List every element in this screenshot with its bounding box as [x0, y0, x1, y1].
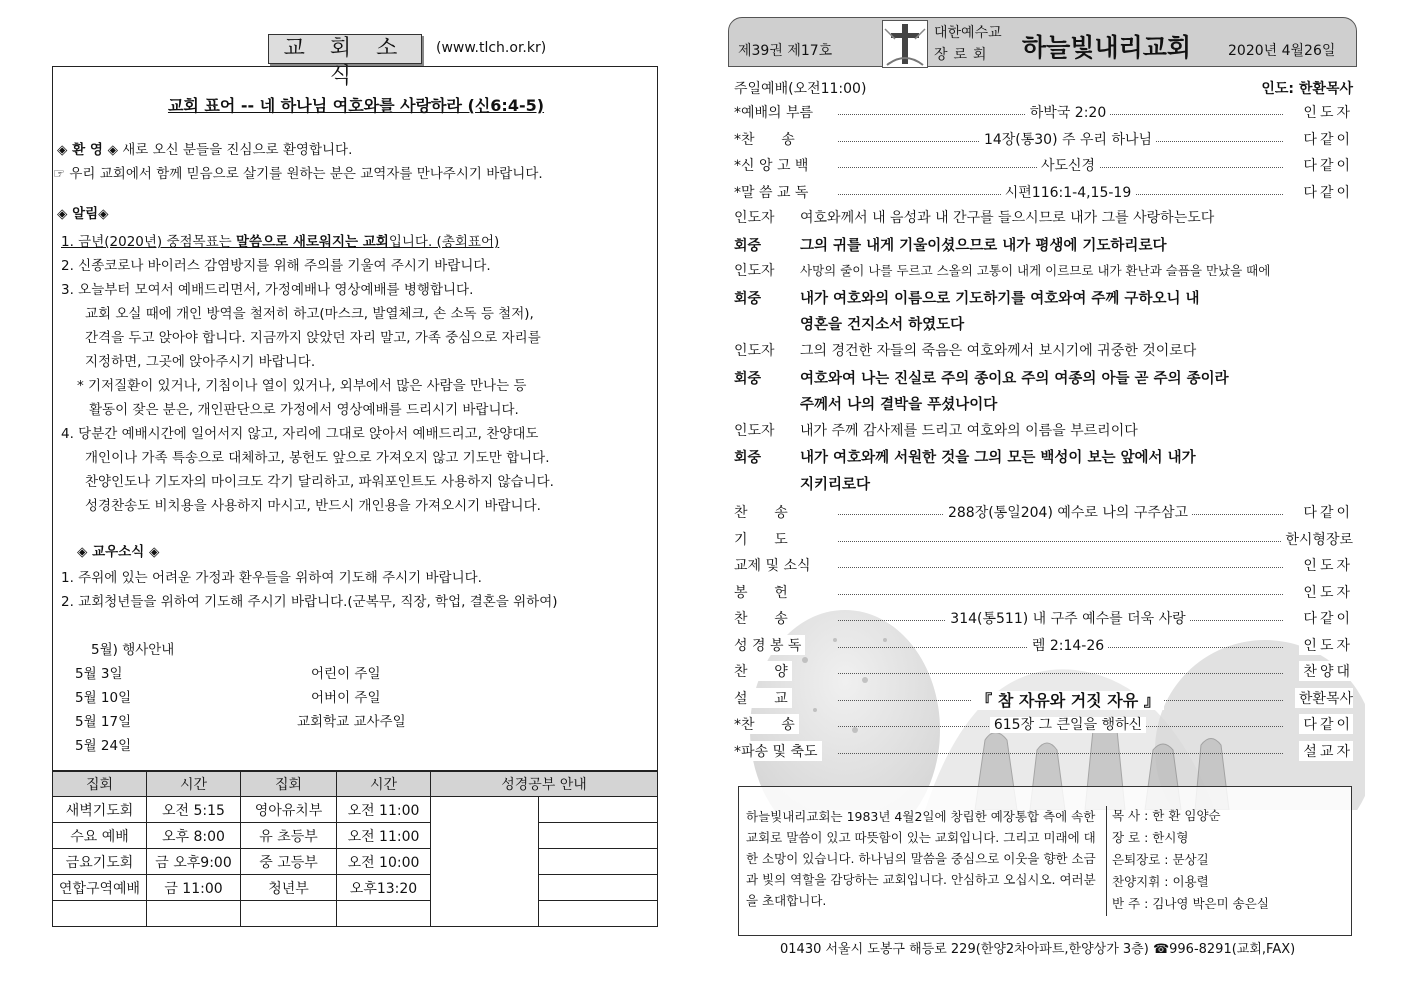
notice-3-line6: 활동이 잦은 분은, 개인판단으로 가정에서 영상예배를 드리시기 바랍니다. — [89, 402, 519, 418]
news-box — [52, 66, 658, 771]
order-person: 한환목사 — [1295, 688, 1353, 708]
order-label: 찬 양 — [734, 661, 792, 681]
responsive-line — [734, 234, 1166, 255]
event-date: 5월 10일 — [75, 690, 132, 706]
responsive-text: 내가 주께 감사제를 드리고 여호와의 이름을 부르리이다 — [800, 422, 1138, 439]
notice-4-line3: 찬양인도나 기도자의 마이크도 각기 달리하고, 파워포인트도 사용하지 않습니다. — [85, 474, 554, 490]
members-2: 2. 교회청년들을 위하여 기도해 주시기 바랍니다.(군복무, 직장, 학업, 결혼을 위하여) — [61, 594, 558, 610]
welcome-line — [57, 141, 352, 159]
responsive-line — [734, 393, 997, 414]
order-dots — [838, 673, 1283, 674]
order-dots — [838, 567, 1283, 568]
order-item — [728, 155, 1353, 179]
order-content — [858, 714, 1278, 734]
col-header: 성경공부 안내 — [431, 772, 658, 797]
order-label: 설 교 — [734, 688, 792, 708]
responsive-text: 내가 여호와께 서원한 것을 그의 모든 백성이 보는 앞에서 내가 — [800, 450, 1196, 467]
order-content-wrap: 615장 그 큰일을 행하신 — [990, 717, 1146, 733]
service-title-row — [728, 78, 1353, 102]
order-label: *찬 송 — [734, 714, 799, 734]
responsive-role: 회중 — [734, 237, 762, 254]
event-date: 5월 17일 — [75, 714, 132, 730]
order-label: 교제 및 소식 — [734, 555, 815, 575]
order-item — [728, 714, 1353, 738]
staff-retired-elder: 은퇴장로 : 문상길 — [1112, 852, 1209, 867]
table-row — [53, 823, 658, 849]
col-header: 시간 — [337, 772, 431, 797]
responsive-line — [734, 473, 870, 494]
order-dots — [838, 541, 1283, 542]
notice-3-line5: * 기저질환이 있거나, 기침이나 열이 있거나, 외부에서 많은 사람을 만나는 등 — [77, 378, 527, 394]
order-person: 인도자 — [1299, 102, 1353, 122]
responsive-line — [734, 446, 1196, 467]
welcome-text: 새로 오신 분들을 진심으로 환영합니다. — [117, 142, 353, 158]
table-cell: 금요기도회 — [53, 849, 147, 875]
col-header: 집회 — [53, 772, 147, 797]
members-heading: ◈ 교우소식 ◈ — [77, 544, 160, 560]
worship-order — [728, 74, 1357, 774]
bulletin-date: 2020년 4월26일 — [1228, 43, 1336, 59]
table-row — [53, 849, 658, 875]
info-divider — [1106, 806, 1107, 916]
event-name: 어린이 주일 — [311, 666, 381, 682]
order-content — [858, 635, 1278, 655]
members-1: 1. 주위에 있는 어려운 가정과 환우들을 위하여 기도해 주시기 바랍니다. — [61, 570, 482, 586]
notice-3-line4: 지정하면, 그곳에 앉아주시기 바랍니다. — [85, 354, 316, 370]
order-item — [728, 582, 1353, 606]
responsive-text: 주께서 나의 결박을 푸셨나이다 — [800, 397, 998, 414]
table-cell — [53, 901, 147, 927]
order-label: 봉 헌 — [734, 582, 792, 602]
order-content — [858, 155, 1278, 175]
order-person: 인도자 — [1299, 635, 1353, 655]
order-content-wrap: 14장(통30) 주 우리 하나님 — [980, 132, 1156, 148]
order-person: 다같이 — [1299, 608, 1353, 628]
order-label: *파송 및 축도 — [734, 741, 822, 761]
order-content-wrap: 렘 2:14-26 — [1028, 638, 1108, 654]
event-name: 교회학교 교사주일 — [297, 714, 406, 730]
table-cell — [337, 901, 431, 927]
order-item — [728, 555, 1353, 579]
order-item — [728, 635, 1353, 659]
table-cell: 수요 예배 — [53, 823, 147, 849]
responsive-line — [734, 367, 1229, 388]
responsive-text: 여호와께서 내 음성과 내 간구를 들으시므로 내가 그를 사랑하는도다 — [800, 210, 1215, 226]
responsive-role: 인도자 — [734, 343, 775, 359]
order-label: 기 도 — [734, 529, 792, 549]
table-cell — [241, 901, 337, 927]
responsive-role: 인도자 — [734, 263, 775, 280]
order-person: 다같이 — [1299, 714, 1353, 734]
table-cell: 오전 10:00 — [337, 849, 431, 875]
order-person: 인도자 — [1299, 555, 1353, 575]
notice-1-c: 입니다. (총회표어) — [388, 234, 500, 250]
responsive-line — [734, 207, 1214, 227]
church-introduction: 하늘빛내리교회는 1983년 4월2일에 창립한 예장통합 측에 속한 교회로 말씀이 있고 따뜻함이 있는 교회입니다. 그리고 미래에 대한 소망이 있습니다. 하나님의 말씀을 중심으로 이웃을 향한 소금과 빛의 역할을 감당하는 교회입니다. 안심하고 오십시오. 여러분을 초대합니다. — [746, 809, 1096, 908]
church-logo — [882, 20, 928, 68]
order-label: 찬 송 — [734, 502, 792, 522]
notice-4-line2: 개인이나 가족 특송으로 대체하고, 봉헌도 앞으로 가져오지 않고 기도만 합니다. — [85, 450, 550, 466]
notice-1 — [61, 233, 499, 251]
order-item — [728, 129, 1353, 153]
table-cell: 금 11:00 — [147, 875, 241, 901]
responsive-line — [734, 260, 1270, 280]
responsive-line — [734, 420, 1138, 440]
bible-study-cell — [539, 875, 658, 901]
events-heading: 5월) 행사안내 — [91, 642, 175, 658]
table-cell: 오전 11:00 — [337, 823, 431, 849]
order-label: *예배의 부름 — [734, 102, 817, 122]
bible-study-cell — [539, 797, 658, 823]
church-address: 01430 서울시 도봉구 해등로 229(한양2차아파트,한양상가 3층) ☎996-8291(교회,FAX) — [780, 942, 1296, 957]
notice-3: 3. 오늘부터 모여서 예배드리면서, 가정예배나 영상예배를 병행합니다. — [61, 282, 474, 298]
order-dots — [838, 594, 1283, 595]
order-label: *말 씀 교 독 — [734, 182, 812, 202]
order-person: 다같이 — [1299, 502, 1353, 522]
order-dots — [838, 753, 1283, 754]
table-cell: 청년부 — [241, 875, 337, 901]
table-cell: 연합구역예배 — [53, 875, 147, 901]
table-header-row — [53, 772, 658, 797]
section-title: 교 회 소 식 — [268, 34, 422, 64]
table-cell: 영아유치부 — [241, 797, 337, 823]
notice-4: 4. 당분간 예배시간에 일어서지 않고, 자리에 그대로 앉아서 예배드리고, 찬양대도 — [61, 426, 539, 442]
order-person: 다같이 — [1299, 182, 1353, 202]
bible-study-cell — [539, 901, 658, 927]
responsive-text: 사망의 줄이 나를 두르고 스올의 고통이 내게 이르므로 내가 환난과 슬픔을 만났을 때에 — [800, 263, 1271, 279]
notice-2: 2. 신종코로나 바이러스 감염방지를 위해 주의를 기울여 주시기 바랍니다. — [61, 258, 491, 274]
order-label: *신 앙 고 백 — [734, 155, 812, 175]
responsive-role: 회중 — [734, 370, 762, 387]
order-item — [728, 688, 1353, 712]
col-header: 집회 — [241, 772, 337, 797]
order-person: 인도자 — [1299, 582, 1353, 602]
order-item — [728, 661, 1353, 685]
order-content-wrap: 사도신경 — [1037, 158, 1099, 174]
order-content — [858, 688, 1278, 711]
order-item — [728, 608, 1353, 632]
table-cell: 금 오후9:00 — [147, 849, 241, 875]
responsive-text: 그의 경건한 자들의 죽음은 여호와께서 보시기에 귀중한 것이로다 — [800, 343, 1197, 359]
responsive-text: 그의 귀를 내게 기울이셨으므로 내가 평생에 기도하리로다 — [800, 237, 1167, 254]
bible-study-cell — [539, 849, 658, 875]
order-content — [858, 102, 1278, 122]
notice-1-a: 1. 금년(2020년) 중점목표는 — [61, 234, 236, 250]
volume-number: 제39권 제17호 — [738, 43, 833, 59]
denomination-line2: 장로회 — [934, 47, 993, 63]
order-item — [728, 102, 1353, 126]
responsive-role: 인도자 — [734, 210, 775, 226]
order-content-wrap: 314(통511) 내 구주 예수를 더욱 사랑 — [946, 611, 1189, 627]
service-leader: 인도: 한환목사 — [1261, 81, 1353, 97]
order-item — [728, 741, 1353, 765]
order-label: *찬 송 — [734, 129, 799, 149]
bible-study-cell — [539, 823, 658, 849]
responsive-line — [734, 287, 1200, 308]
website-url[interactable]: (www.tlch.or.kr) — [436, 40, 547, 56]
notice-3-line3: 간격을 두고 앉아야 합니다. 지금까지 앉았던 자리 말고, 가족 중심으로 자리를 — [85, 330, 541, 346]
table-cell: 오후13:20 — [337, 875, 431, 901]
table-cell: 오전 11:00 — [337, 797, 431, 823]
table-cell: 오후 8:00 — [147, 823, 241, 849]
notice-heading: ◈ 알림◈ — [57, 206, 109, 222]
responsive-role: 인도자 — [734, 422, 775, 439]
notice-4-line4: 성경찬송도 비치용을 사용하지 마시고, 반드시 개인용을 가져오시기 바랍니다. — [85, 498, 541, 514]
order-content-wrap: 시편116:1-4,15-19 — [1001, 185, 1135, 201]
order-person: 설교자 — [1299, 741, 1353, 761]
order-content — [858, 502, 1278, 522]
order-content-wrap: 288장(통일204) 예수로 나의 구주삼고 — [944, 505, 1192, 521]
responsive-text: 내가 여호와의 이름으로 기도하기를 여호와여 주께 구하오니 내 — [800, 290, 1200, 307]
order-label: 성 경 봉 독 — [734, 635, 805, 655]
event-date: 5월 3일 — [75, 666, 123, 682]
responsive-text: 영혼을 건지소서 하였도다 — [800, 317, 965, 334]
order-content-wrap: 하박국 2:20 — [1026, 105, 1110, 121]
order-item — [728, 502, 1353, 526]
order-label: 찬 송 — [734, 608, 792, 628]
order-person: 다같이 — [1299, 129, 1353, 149]
table-cell — [147, 901, 241, 927]
order-content — [858, 608, 1278, 628]
meeting-schedule-table — [52, 771, 658, 927]
table-row — [53, 875, 658, 901]
staff-choir-conductor: 찬양지휘 : 이용렬 — [1112, 874, 1209, 889]
order-person: 찬양대 — [1299, 661, 1353, 681]
event-date: 5월 24일 — [75, 738, 132, 754]
responsive-line — [734, 313, 964, 334]
notice-1-b: 말씀으로 새로워지는 교회 — [235, 234, 389, 250]
order-person: 다같이 — [1299, 155, 1353, 175]
order-person: 한시형장로 — [1281, 529, 1353, 549]
staff-pastor: 목 사 : 한 환 임양순 — [1112, 808, 1221, 823]
responsive-text: 여호와여 나는 진실로 주의 종이요 주의 여종의 아들 곧 주의 종이라 — [800, 370, 1229, 387]
order-item — [728, 182, 1353, 206]
cross-icon — [883, 21, 927, 67]
welcome-heading: ◈ 환 영 ◈ — [57, 142, 118, 158]
service-title: 주일예배(오전11:00) — [734, 81, 867, 97]
denomination-line1: 대한예수교 — [934, 25, 1002, 41]
order-content — [858, 129, 1278, 149]
church-name: 하늘빛내리교회 — [1022, 33, 1192, 62]
table-cell: 중 고등부 — [241, 849, 337, 875]
responsive-role: 회중 — [734, 450, 762, 467]
event-name: 어버이 주일 — [311, 690, 381, 706]
church-motto: 교회 표어 -- 네 하나님 여호와를 사랑하라 (신6:4-5) — [167, 96, 545, 115]
staff-accompanist: 반 주 : 김나영 박은미 송은실 — [1112, 896, 1269, 911]
order-item — [728, 529, 1353, 553]
responsive-text: 지키리로다 — [800, 477, 871, 493]
table-cell: 유 초등부 — [241, 823, 337, 849]
table-row — [53, 901, 658, 927]
table-row — [53, 797, 658, 823]
welcome-line-2: ☞ 우리 교회에서 함께 믿음으로 살기를 원하는 분은 교역자를 만나주시기 바랍니다. — [53, 166, 543, 182]
table-cell: 오전 5:15 — [147, 797, 241, 823]
staff-elder: 장 로 : 한시형 — [1112, 830, 1189, 845]
responsive-line — [734, 340, 1196, 360]
notice-3-line2: 교회 오실 때에 개인 방역을 철저히 하고(마스크, 발열체크, 손 소독 등 철저), — [85, 306, 534, 322]
bible-study-cell — [431, 797, 539, 927]
col-header: 시간 — [147, 772, 241, 797]
order-content — [858, 182, 1278, 202]
responsive-role: 회중 — [734, 290, 762, 307]
table-cell: 새벽기도회 — [53, 797, 147, 823]
order-content-wrap: 『 참 자유와 거짓 자유 』 — [972, 691, 1164, 710]
